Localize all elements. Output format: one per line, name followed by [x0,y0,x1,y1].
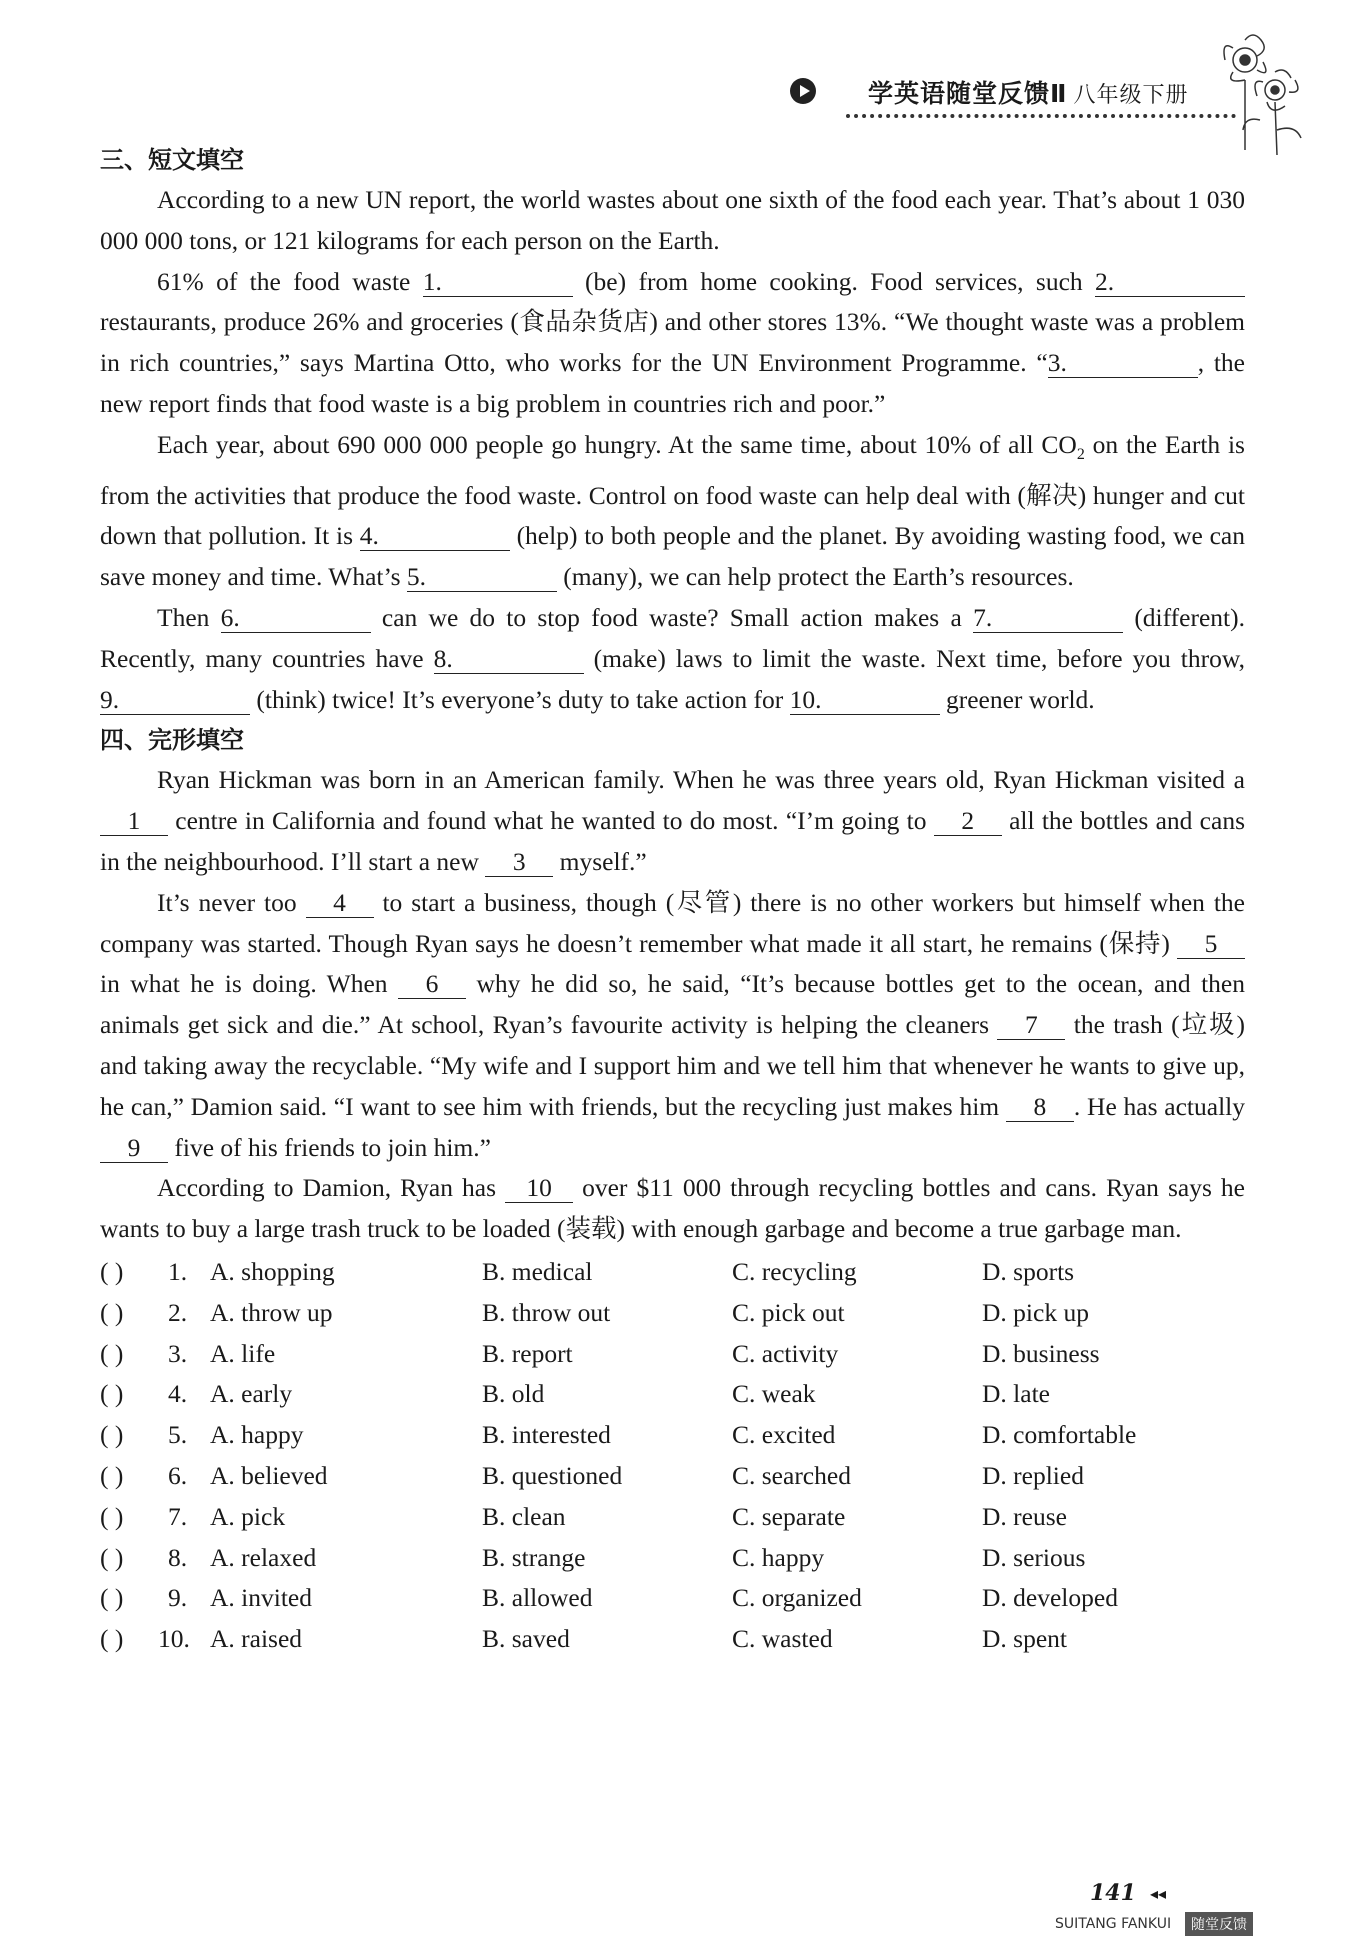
option-row [100,1456,1245,1497]
option-a[interactable]: A. shopping [210,1257,335,1287]
option-row [100,1374,1245,1415]
option-d[interactable]: D. sports [982,1257,1075,1287]
question-number: 3. [168,1338,188,1368]
page-number: 141 [1090,1880,1136,1906]
option-a[interactable]: A. invited [210,1583,312,1613]
answer-bracket[interactable]: ( ) [100,1379,124,1409]
option-b[interactable]: B. interested [482,1420,611,1450]
cloze-blank[interactable]: 9 [100,1134,168,1163]
answer-blank[interactable]: 4. [360,522,510,551]
option-c[interactable]: C. pick out [732,1297,845,1327]
cloze-blank[interactable]: 1 [100,807,168,836]
page-content [100,140,1245,1660]
footer-brand-en: SUITANG FANKUI [1055,1916,1172,1932]
option-d[interactable]: D. late [982,1379,1050,1409]
option-c[interactable]: C. searched [732,1461,851,1490]
option-d[interactable]: D. replied [982,1461,1084,1490]
option-a[interactable]: A. life [210,1338,276,1368]
cloze-blank[interactable]: 3 [485,848,553,877]
option-c[interactable]: C. wasted [732,1624,833,1654]
answer-blank[interactable]: 2. [1095,268,1245,297]
option-a[interactable]: A. early [210,1379,293,1409]
option-c[interactable]: C. organized [732,1583,862,1613]
option-row [100,1578,1245,1619]
option-d[interactable]: D. pick up [982,1297,1089,1327]
answer-bracket[interactable]: ( ) [100,1420,124,1450]
option-c[interactable]: C. happy [732,1542,825,1572]
answer-bracket[interactable]: ( ) [100,1297,124,1327]
option-c[interactable]: C. excited [732,1420,836,1450]
option-a[interactable]: A. happy [210,1420,304,1450]
answer-bracket[interactable]: ( ) [100,1501,124,1531]
option-a[interactable]: A. throw up [210,1297,333,1327]
cloze-blank[interactable]: 2 [934,807,1002,836]
answer-bracket[interactable]: ( ) [100,1542,124,1572]
question-number: 5. [168,1420,188,1450]
question-number: 8. [168,1542,188,1572]
cloze-blank[interactable]: 6 [398,970,466,999]
option-d[interactable]: D. serious [982,1542,1086,1572]
cloze-blank[interactable]: 8 [1006,1093,1074,1122]
play-icon [790,78,816,104]
option-c[interactable]: C. recycling [732,1257,857,1287]
option-row [100,1497,1245,1538]
question-number: 2. [168,1297,188,1327]
cloze-blank[interactable]: 5 [1177,930,1245,959]
option-a[interactable]: A. relaxed [210,1542,317,1572]
option-row [100,1334,1245,1375]
option-row [100,1293,1245,1334]
option-c[interactable]: C. weak [732,1379,816,1409]
option-b[interactable]: B. clean [482,1501,566,1531]
question-number: 4. [168,1379,188,1409]
footer-brand [1055,1912,1255,1938]
answer-blank[interactable]: 5. [407,563,557,592]
book-title: 学英语随堂反馈Ⅱ 八年级下册 [868,79,1189,108]
options-list [100,1252,1245,1660]
answer-bracket[interactable]: ( ) [100,1461,124,1490]
option-row [100,1619,1245,1660]
option-a[interactable]: A. raised [210,1624,303,1654]
passage-paragraph: It’s never too 4 to start a business, though (尽管) there is no other workers but himself when the company was started. Though Ryan says he doesn’t remember what made it all start, he remains (保持) 5 in what he is doing. When 6 why he did so, he said, “It’s because bottles get to the ocean, and then animals get sick and die.” At school, Ryan’s favourite activity is helping the cleaners 7 the trash (垃圾) and taking away the recyclable. “My wife and I support him and we tell him that whenever he wants to give up, he can,” Damion said. “I want to see him with friends, but the recycling just makes him 8 . He has actually 9 five of his friends to join him.” [100,887,1245,1162]
answer-blank[interactable]: 8. [434,645,584,674]
question-number: 7. [168,1501,188,1531]
passage-paragraph: According to a new UN report, the world wastes about one sixth of the food each year. That’s about 1 030 000 000 tons, or 121 kilograms for each person on the Earth. [100,185,1245,255]
option-b[interactable]: B. medical [482,1257,593,1287]
question-number: 6. [168,1461,188,1490]
option-c[interactable]: C. activity [732,1338,839,1368]
cloze-blank[interactable]: 10 [505,1174,573,1203]
option-a[interactable]: A. believed [210,1461,328,1490]
passage-paragraph: Each year, about 690 000 000 people go hungry. At the same time, about 10% of all $CO_2$ on the Earth is from the activities that produce the food waste. Control on food waste can help deal with (解决) hunger and cut down that pollution. It is 4. (help) to both people and the planet. By avoiding wasting food, we can save money and time. What’s 5. (many), we can help protect the Earth’s resources. [100,429,1245,592]
header-dotted-line [846,114,1236,118]
option-d[interactable]: D. reuse [982,1501,1067,1531]
footer-brand-cn: 随堂反馈 [1185,1912,1253,1936]
answer-blank[interactable]: 7. [973,604,1123,633]
passage-paragraph: Then 6. can we do to stop food waste? Small action makes a 7. (different). Recently, many countries have 8. (make) laws to limit the waste. Next time, before you throw, 9. (think) twice! It’s everyone’s duty to take action for 10. greener world. [100,603,1245,714]
question-number: 1. [168,1257,188,1287]
option-row [100,1252,1245,1293]
passage-paragraph: According to Damion, Ryan has 10 over $11 000 through recycling bottles and cans. Ryan says he wants to buy a large trash truck to be loaded (装载) with enough garbage and become a true garbage man. [100,1173,1245,1244]
option-b[interactable]: B. strange [482,1542,586,1572]
option-b[interactable]: B. questioned [482,1461,623,1490]
option-b[interactable]: B. report [482,1338,573,1368]
option-b[interactable]: B. old [482,1379,545,1409]
option-d[interactable]: D. comfortable [982,1420,1137,1450]
book-subtitle: 八年级下册 [1073,83,1189,108]
option-row [100,1538,1245,1579]
answer-blank[interactable]: 9. [100,686,250,715]
section-title-cloze: 四、完形填空 [100,726,244,755]
option-d[interactable]: D. spent [982,1624,1067,1654]
option-row [100,1415,1245,1456]
option-b[interactable]: B. allowed [482,1583,593,1613]
option-d[interactable]: D. business [982,1338,1100,1368]
answer-blank[interactable]: 6. [221,604,371,633]
cloze-blank[interactable]: 4 [306,889,374,918]
double-arrow-left-icon: ◂◂ [1150,1886,1167,1903]
option-b[interactable]: B. throw out [482,1297,611,1327]
option-b[interactable]: B. saved [482,1624,570,1654]
option-a[interactable]: A. pick [210,1501,286,1531]
passage-paragraph: Ryan Hickman was born in an American family. When he was three years old, Ryan Hickman visited a 1 centre in California and found what he wanted to do most. “I’m going to 2 all the bottles and cans in the neighbourhood. I’ll start a new 3 myself.” [100,765,1245,877]
answer-bracket[interactable]: ( ) [100,1338,124,1368]
option-c[interactable]: C. separate [732,1501,846,1531]
question-number: 9. [168,1583,188,1613]
page-header [790,72,1250,112]
cloze-blank[interactable]: 7 [997,1011,1065,1040]
answer-bracket[interactable]: ( ) [100,1624,124,1654]
answer-bracket[interactable]: ( ) [100,1257,124,1287]
flower-decoration-icon [1205,20,1325,160]
answer-blank[interactable]: 1. [423,268,573,297]
passage-paragraph: 61% of the food waste 1. (be) from home cooking. Food services, such 2. restaurants, produce 26% and groceries (食品杂货店) and other stores 13%. “We thought waste was a problem in rich countries,” says Martina Otto, who works for the UN Environment Programme. “3. , the new report finds that food waste is a big problem in countries rich and poor.” [100,266,1245,418]
question-number: 10. [158,1624,190,1654]
option-d[interactable]: D. developed [982,1583,1118,1613]
answer-blank[interactable]: 10. [790,686,940,715]
section-title-fill-blanks: 三、短文填空 [100,146,244,174]
answer-bracket[interactable]: ( ) [100,1583,124,1613]
answer-blank[interactable]: 3. [1048,349,1198,378]
